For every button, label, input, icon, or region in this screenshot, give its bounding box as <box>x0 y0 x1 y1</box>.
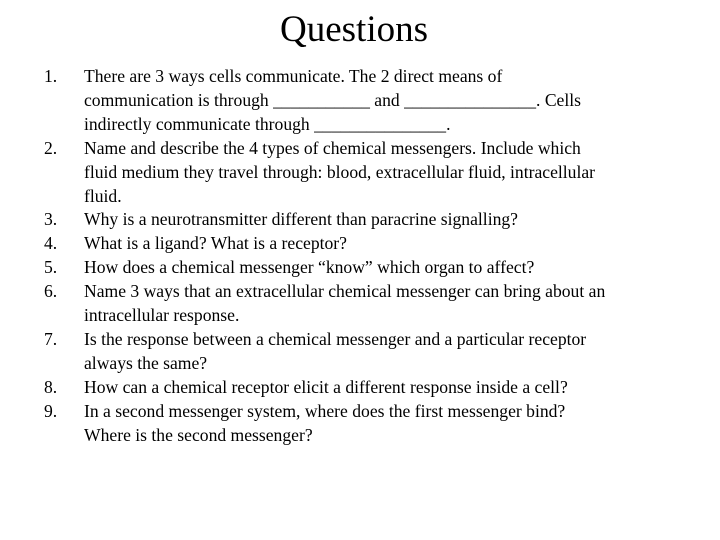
question-number: 2. <box>44 137 58 158</box>
question-item <box>44 208 694 232</box>
question-line: What is a ligand? What is a receptor? <box>84 233 347 254</box>
question-item <box>44 256 694 280</box>
question-text <box>84 328 694 376</box>
question-number: 4. <box>44 233 58 254</box>
question-line: There are 3 ways cells communicate. The 2 direct means of <box>84 66 503 86</box>
question-number: 1. <box>44 66 58 86</box>
question-line: intracellular response. <box>84 305 240 326</box>
question-text <box>84 208 694 232</box>
question-line: indirectly communicate through _______________. <box>84 113 451 134</box>
question-line: Why is a neurotransmitter different than paracrine signalling? <box>84 209 518 230</box>
question-line: Is the response between a chemical messenger and a particular receptor <box>84 328 587 349</box>
question-item <box>44 328 694 376</box>
question-line: How can a chemical receptor elicit a different response inside a cell? <box>84 376 568 397</box>
question-number: 7. <box>44 328 58 349</box>
question-text <box>84 280 694 328</box>
question-line: How does a chemical messenger “know” which organ to affect? <box>84 257 535 278</box>
page-title: Questions <box>280 9 428 50</box>
question-line: Name and describe the 4 types of chemical messengers. Include which <box>84 137 581 158</box>
question-text <box>84 376 694 400</box>
question-item <box>44 137 694 209</box>
question-line: fluid. <box>84 185 122 206</box>
question-text <box>84 232 694 256</box>
question-line: In a second messenger system, where does the first messenger bind? <box>84 400 566 421</box>
question-number: 8. <box>44 376 58 397</box>
question-list <box>44 65 694 448</box>
question-number: 5. <box>44 257 58 278</box>
question-line: communication is through ___________ and _______________. Cells <box>84 89 581 110</box>
question-text <box>84 65 694 137</box>
question-number: 6. <box>44 281 58 302</box>
question-line: fluid medium they travel through: blood, extracellular fluid, intracellular <box>84 161 596 182</box>
question-number: 9. <box>44 400 58 421</box>
question-item <box>44 65 694 137</box>
question-text <box>84 256 694 280</box>
question-line: always the same? <box>84 352 208 373</box>
question-line: Where is the second messenger? <box>84 424 313 445</box>
question-line: Name 3 ways that an extracellular chemical messenger can bring about an <box>84 281 606 302</box>
question-item <box>44 232 694 256</box>
question-text <box>84 400 694 448</box>
question-item <box>44 376 694 400</box>
question-item <box>44 280 694 328</box>
question-item <box>44 400 694 448</box>
question-number: 3. <box>44 209 58 230</box>
question-text <box>84 137 694 209</box>
